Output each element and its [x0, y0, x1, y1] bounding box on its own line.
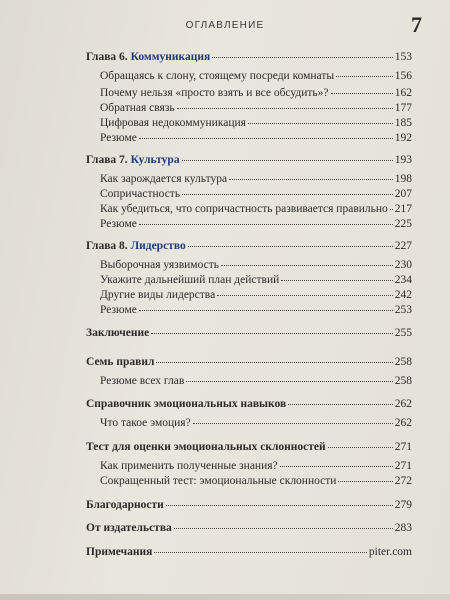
- toc-page-number: 262: [394, 398, 412, 410]
- toc-page-number: piter.com: [368, 546, 412, 558]
- toc-entry-title: [86, 239, 186, 254]
- dot-leader: [166, 505, 393, 506]
- toc-entry-section: [86, 50, 412, 65]
- chapter-title: Коммуникация: [130, 51, 211, 63]
- toc-page-number: 234: [394, 274, 412, 286]
- toc-entry-section: [86, 239, 412, 254]
- toc-entry-title: Резюме всех глав: [100, 375, 185, 387]
- dot-leader: [221, 265, 393, 266]
- toc-entry-subsection: [100, 474, 412, 489]
- toc-page-number: 255: [394, 327, 412, 339]
- toc-entry-title: Почему нельзя «просто взять и все обсудить»?: [100, 87, 329, 99]
- dot-leader: [139, 138, 393, 139]
- toc-entry-section: [86, 521, 412, 536]
- dot-leader: [229, 179, 393, 180]
- toc-entry-title: Что такое эмоция?: [100, 417, 191, 429]
- dot-leader: [139, 310, 393, 311]
- dot-leader: [188, 246, 393, 247]
- toc-entry-title: Заключение: [86, 327, 150, 339]
- toc-page-number: 258: [394, 375, 412, 387]
- chapter-prefix: Глава 6.: [86, 51, 128, 63]
- chapter-prefix: Глава 7.: [86, 154, 128, 166]
- toc-page-number: 272: [394, 475, 412, 487]
- toc-entry-title: Как зарождается культура: [100, 173, 228, 185]
- toc-entry-section: [86, 355, 412, 370]
- toc-page-number: 156: [394, 70, 412, 82]
- toc-page-number: 279: [394, 499, 412, 511]
- dot-leader: [174, 528, 393, 529]
- dot-leader: [338, 481, 392, 482]
- dot-leader: [154, 552, 367, 553]
- toc-entry-title: Выборочная уязвимость: [100, 259, 219, 271]
- dot-leader: [156, 362, 392, 363]
- toc-entry-subsection: [100, 86, 412, 101]
- toc-entry-subsection: [100, 459, 412, 474]
- toc-entry-title: Обратная связь: [100, 102, 175, 114]
- chapter-title: Лидерство: [130, 240, 186, 252]
- toc-entry-title: Семь правил: [86, 356, 155, 368]
- toc-entry-title: Резюме: [100, 132, 137, 144]
- toc-entry-subsection: [100, 187, 412, 202]
- dot-leader: [248, 123, 393, 124]
- chapter-prefix: Глава 8.: [86, 240, 128, 252]
- dot-leader: [281, 280, 393, 281]
- toc-entry-section: [86, 153, 412, 168]
- toc-page-number: 227: [394, 240, 412, 252]
- dot-leader: [336, 76, 393, 77]
- toc-entry-title: От издательства: [86, 522, 172, 534]
- toc-page-number: 185: [394, 117, 412, 129]
- dot-leader: [151, 333, 393, 334]
- dot-leader: [390, 209, 393, 210]
- toc-entry-title: Примечания: [86, 546, 153, 558]
- toc-entry-section: [86, 326, 412, 341]
- toc-entry-section: [86, 440, 412, 455]
- toc-page-number: 242: [394, 289, 412, 301]
- dot-leader: [217, 295, 393, 296]
- toc-entry-subsection: [100, 217, 412, 232]
- page-number: 7: [411, 12, 422, 37]
- toc-entry-subsection: [100, 416, 412, 431]
- toc-entry-title: Цифровая недокоммуникация: [100, 117, 246, 129]
- dot-leader: [177, 108, 393, 109]
- toc-entry-subsection: [100, 101, 412, 116]
- page-bottom-edge: [0, 594, 450, 600]
- toc-page-number: 262: [394, 417, 412, 429]
- dot-leader: [288, 404, 393, 405]
- toc-entry-title: Как убедиться, что сопричастность развивается правильно: [100, 203, 388, 215]
- toc-entry-title: Другие виды лидерства: [100, 289, 216, 301]
- toc-entry-title: [86, 50, 210, 65]
- toc-entry-subsection: [100, 374, 412, 389]
- toc-entry-section: [86, 397, 412, 412]
- toc-entry-subsection: [100, 172, 412, 187]
- dot-leader: [182, 194, 393, 195]
- toc-entry-subsection: [100, 202, 412, 217]
- toc-page-number: 253: [394, 304, 412, 316]
- toc-page-number: 271: [394, 460, 412, 472]
- dot-leader: [193, 423, 393, 424]
- toc-entry-section: [86, 545, 412, 560]
- dot-leader: [280, 466, 393, 467]
- toc-page-number: 162: [394, 87, 412, 99]
- toc-entry-title: Укажите дальнейший план действий: [100, 274, 280, 286]
- dot-leader: [331, 93, 393, 94]
- toc-page-number: 177: [394, 102, 412, 114]
- toc-entry-subsection: [100, 116, 412, 131]
- toc-page-number: 283: [394, 522, 412, 534]
- toc-entry-title: Сопричастность: [100, 188, 181, 200]
- section-title: ОГЛАВЛЕНИЕ: [185, 20, 265, 31]
- toc-entry-title: Благодарности: [86, 499, 164, 511]
- toc-page-number: 193: [394, 154, 412, 166]
- toc-entry-title: Сокращенный тест: эмоциональные склонности: [100, 475, 337, 487]
- dot-leader: [186, 381, 392, 382]
- toc-page-number: 207: [394, 188, 412, 200]
- toc-page-number: 225: [394, 218, 412, 230]
- toc-entry-section: [86, 498, 412, 513]
- toc-page-number: 258: [394, 356, 412, 368]
- toc-entry-subsection: [100, 288, 412, 303]
- toc-entry-title: [86, 153, 180, 168]
- toc-entry-subsection: [100, 303, 412, 318]
- toc-page-number: 153: [394, 51, 412, 63]
- toc-entry-subsection: [100, 273, 412, 288]
- toc-entry-title: Обращаясь к слону, стоящему посреди комнаты: [100, 70, 335, 82]
- toc-entry-title: Тест для оценки эмоциональных склонностей: [86, 441, 326, 453]
- toc-entry-title: Резюме: [100, 218, 137, 230]
- toc-entry-title: Резюме: [100, 304, 137, 316]
- toc-page-number: 230: [394, 259, 412, 271]
- toc-page-number: 271: [394, 441, 412, 453]
- dot-leader: [328, 447, 393, 448]
- toc-entry-subsection: [100, 258, 412, 273]
- dot-leader: [139, 224, 393, 225]
- toc-page-number: 192: [394, 132, 412, 144]
- toc-entry-subsection: [100, 131, 412, 146]
- toc-entry-subsection: [100, 69, 412, 84]
- toc-entry-title: Как применить полученные знания?: [100, 460, 278, 472]
- dot-leader: [182, 160, 393, 161]
- toc-page-number: 198: [394, 173, 412, 185]
- toc-entry-title: Справочник эмоциональных навыков: [86, 398, 287, 410]
- toc-page-number: 217: [394, 203, 412, 215]
- chapter-title: Культура: [130, 154, 180, 166]
- dot-leader: [212, 57, 393, 58]
